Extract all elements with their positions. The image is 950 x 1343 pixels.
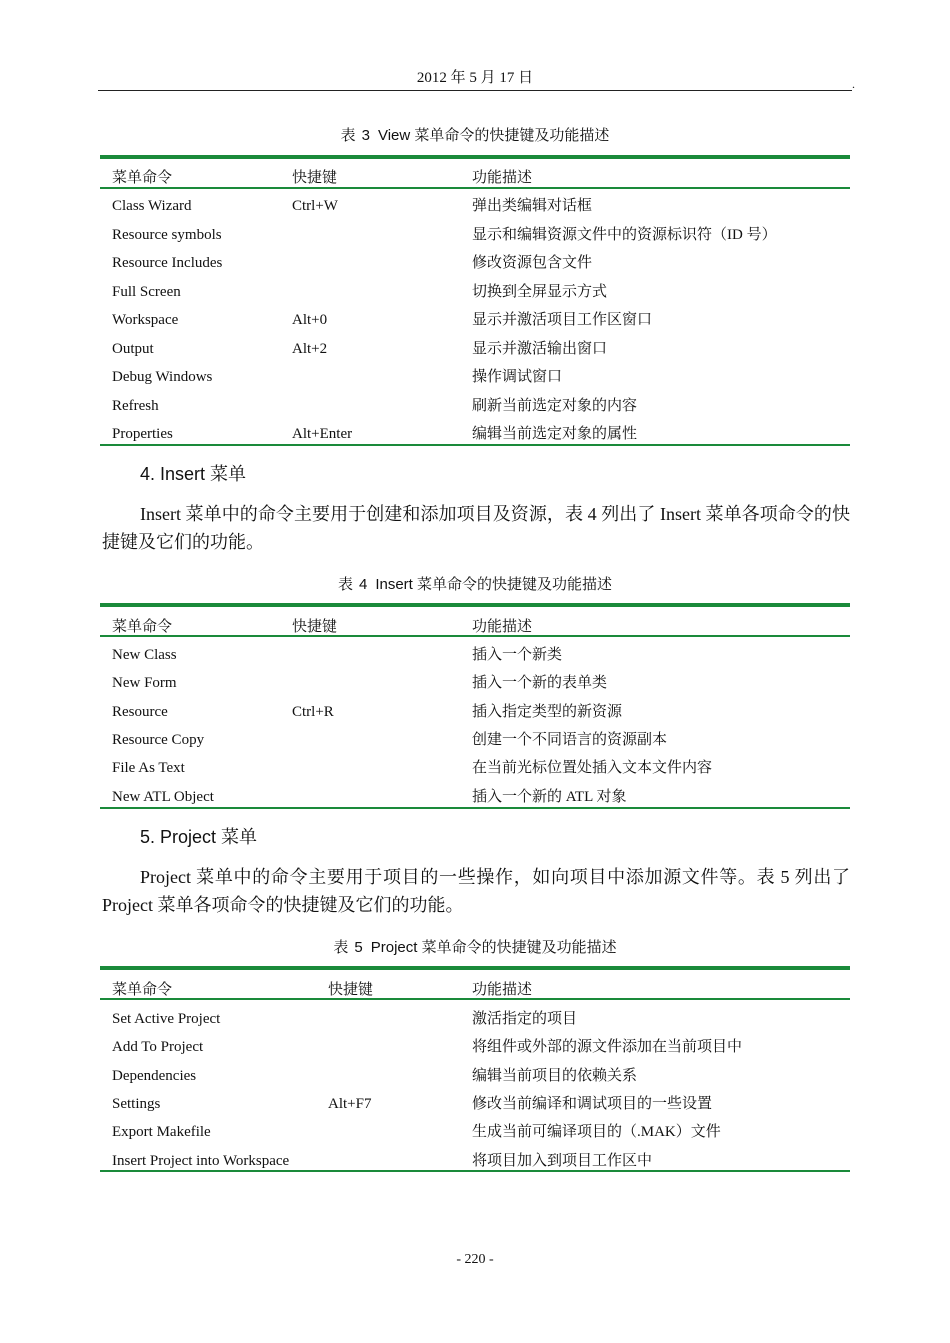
table-row xyxy=(100,1037,850,1057)
table-row xyxy=(100,225,850,245)
row-menu-command: Resource xyxy=(112,703,168,720)
section-heading-project: 5. Project 菜单 xyxy=(140,827,258,847)
table-5-bottom-rule xyxy=(100,1170,850,1172)
table-5-caption: 表 5 Project 菜单命令的快捷键及功能描述 xyxy=(333,939,617,956)
row-description: 在当前光标位置处插入文本文件内容 xyxy=(472,760,713,777)
column-header-shortcut: 快捷键 xyxy=(292,169,338,186)
row-description: 将组件或外部的源文件添加在当前项目中 xyxy=(472,1039,743,1056)
row-menu-command: Settings xyxy=(112,1095,161,1112)
row-description: 编辑当前项目的依赖关系 xyxy=(472,1067,638,1084)
row-shortcut: Alt+F7 xyxy=(328,1095,372,1112)
column-header-menu-command: 菜单命令 xyxy=(112,981,173,998)
row-menu-command: New Form xyxy=(112,675,177,692)
column-header-shortcut: 快捷键 xyxy=(328,981,374,998)
row-menu-command: Insert Project into Workspace xyxy=(112,1152,290,1169)
table-3-top-rule xyxy=(100,155,850,159)
row-menu-command: Dependencies xyxy=(112,1067,197,1084)
row-menu-command: Resource Includes xyxy=(112,255,223,271)
row-menu-command: File As Text xyxy=(112,760,185,777)
table-row xyxy=(100,339,850,359)
row-description: 显示并激活输出窗口 xyxy=(472,340,608,357)
row-menu-command: Set Active Project xyxy=(112,1011,221,1027)
row-description: 插入一个新的表单类 xyxy=(472,675,608,692)
row-description: 修改资源包含文件 xyxy=(472,255,593,271)
row-shortcut: Ctrl+R xyxy=(292,703,334,720)
table-row xyxy=(100,253,850,273)
column-header-menu-command: 菜单命令 xyxy=(112,618,173,635)
table-row xyxy=(100,396,850,416)
row-menu-command: New Class xyxy=(112,647,177,663)
page-header xyxy=(98,66,855,91)
table-3-bottom-rule xyxy=(100,444,850,446)
table-row xyxy=(100,424,850,444)
row-description: 激活指定的项目 xyxy=(472,1011,578,1027)
row-description: 插入一个新的 ATL 对象 xyxy=(472,788,627,805)
page-number: - 220 - xyxy=(456,1252,494,1267)
table-4-header-rule xyxy=(100,635,850,637)
table-row xyxy=(100,702,850,722)
table-row xyxy=(100,1009,850,1029)
column-header-menu-command: 菜单命令 xyxy=(112,169,173,186)
table-row xyxy=(100,367,850,387)
row-description: 编辑当前选定对象的属性 xyxy=(472,426,638,442)
row-description: 将项目加入到项目工作区中 xyxy=(472,1152,653,1169)
table-row xyxy=(100,673,850,693)
table-4-bottom-rule xyxy=(100,807,850,809)
table-row xyxy=(100,196,850,216)
table-row xyxy=(100,310,850,330)
table-3-caption: 表 3 View 菜单命令的快捷键及功能描述 xyxy=(340,127,610,144)
row-shortcut: Alt+2 xyxy=(292,340,328,357)
table-row xyxy=(100,1122,850,1142)
table-5-header xyxy=(100,980,850,1000)
row-description: 生成当前可编译项目的（.MAK）文件 xyxy=(472,1124,721,1141)
row-menu-command: Refresh xyxy=(112,397,159,414)
table-row xyxy=(100,645,850,665)
row-description: 弹出类编辑对话框 xyxy=(472,198,593,214)
row-menu-command: New ATL Object xyxy=(112,788,214,805)
row-shortcut: Alt+0 xyxy=(292,312,328,328)
row-description: 插入一个新类 xyxy=(472,647,563,663)
row-menu-command: Resource Copy xyxy=(112,731,205,748)
table-4-top-rule xyxy=(100,603,850,607)
row-description: 显示和编辑资源文件中的资源标识符（ID 号） xyxy=(472,226,777,243)
table-row xyxy=(100,730,850,750)
row-shortcut: Ctrl+W xyxy=(292,198,338,214)
column-header-description: 功能描述 xyxy=(472,169,533,186)
row-menu-command: Class Wizard xyxy=(112,198,192,214)
table-3-header xyxy=(100,168,850,188)
row-description: 操作调试窗口 xyxy=(472,369,563,385)
row-menu-command: Workspace xyxy=(112,312,179,328)
section-heading-insert: 4. Insert 菜单 xyxy=(140,464,247,484)
table-3-header-rule xyxy=(100,187,850,189)
column-header-description: 功能描述 xyxy=(472,618,533,635)
row-description: 修改当前编译和调试项目的一些设置 xyxy=(472,1095,713,1112)
column-header-shortcut: 快捷键 xyxy=(292,618,338,635)
column-header-description: 功能描述 xyxy=(472,981,533,998)
table-row xyxy=(100,282,850,302)
row-menu-command: Debug Windows xyxy=(112,369,213,385)
row-shortcut: Alt+Enter xyxy=(292,426,353,442)
table-row xyxy=(100,1151,850,1171)
paragraph-insert: Insert 菜单中的命令主要用于创建和添加项目及资源，表 4 列出了 Insert 菜单各项命令的快捷键及它们的功能。 xyxy=(102,504,850,552)
header-dot: . xyxy=(852,77,855,91)
table-4-header xyxy=(100,617,850,637)
row-menu-command: Output xyxy=(112,340,154,357)
paragraph-project: Project 菜单中的命令主要用于项目的一些操作，如向项目中添加源文件等。表 5 列出了 Project 菜单各项命令的快捷键及它们的功能。 xyxy=(102,867,850,915)
row-description: 创建一个不同语言的资源副本 xyxy=(472,731,668,748)
row-description: 显示并激活项目工作区窗口 xyxy=(472,312,653,328)
row-description: 切换到全屏显示方式 xyxy=(472,283,608,300)
table-row xyxy=(100,787,850,807)
row-menu-command: Resource symbols xyxy=(112,226,222,243)
table-5-header-rule xyxy=(100,998,850,1000)
table-row xyxy=(100,1066,850,1086)
row-description: 刷新当前选定对象的内容 xyxy=(472,397,638,414)
table-5-top-rule xyxy=(100,966,850,970)
row-description: 插入指定类型的新资源 xyxy=(472,703,623,720)
row-menu-command: Full Screen xyxy=(112,283,181,300)
table-4-caption: 表 4 Insert 菜单命令的快捷键及功能描述 xyxy=(337,576,613,593)
table-row xyxy=(100,1094,850,1114)
table-row xyxy=(100,758,850,778)
header-date: 2012 年 5 月 17 日 xyxy=(416,70,534,86)
row-menu-command: Export Makefile xyxy=(112,1124,211,1141)
row-menu-command: Add To Project xyxy=(112,1039,204,1056)
row-menu-command: Properties xyxy=(112,426,173,442)
